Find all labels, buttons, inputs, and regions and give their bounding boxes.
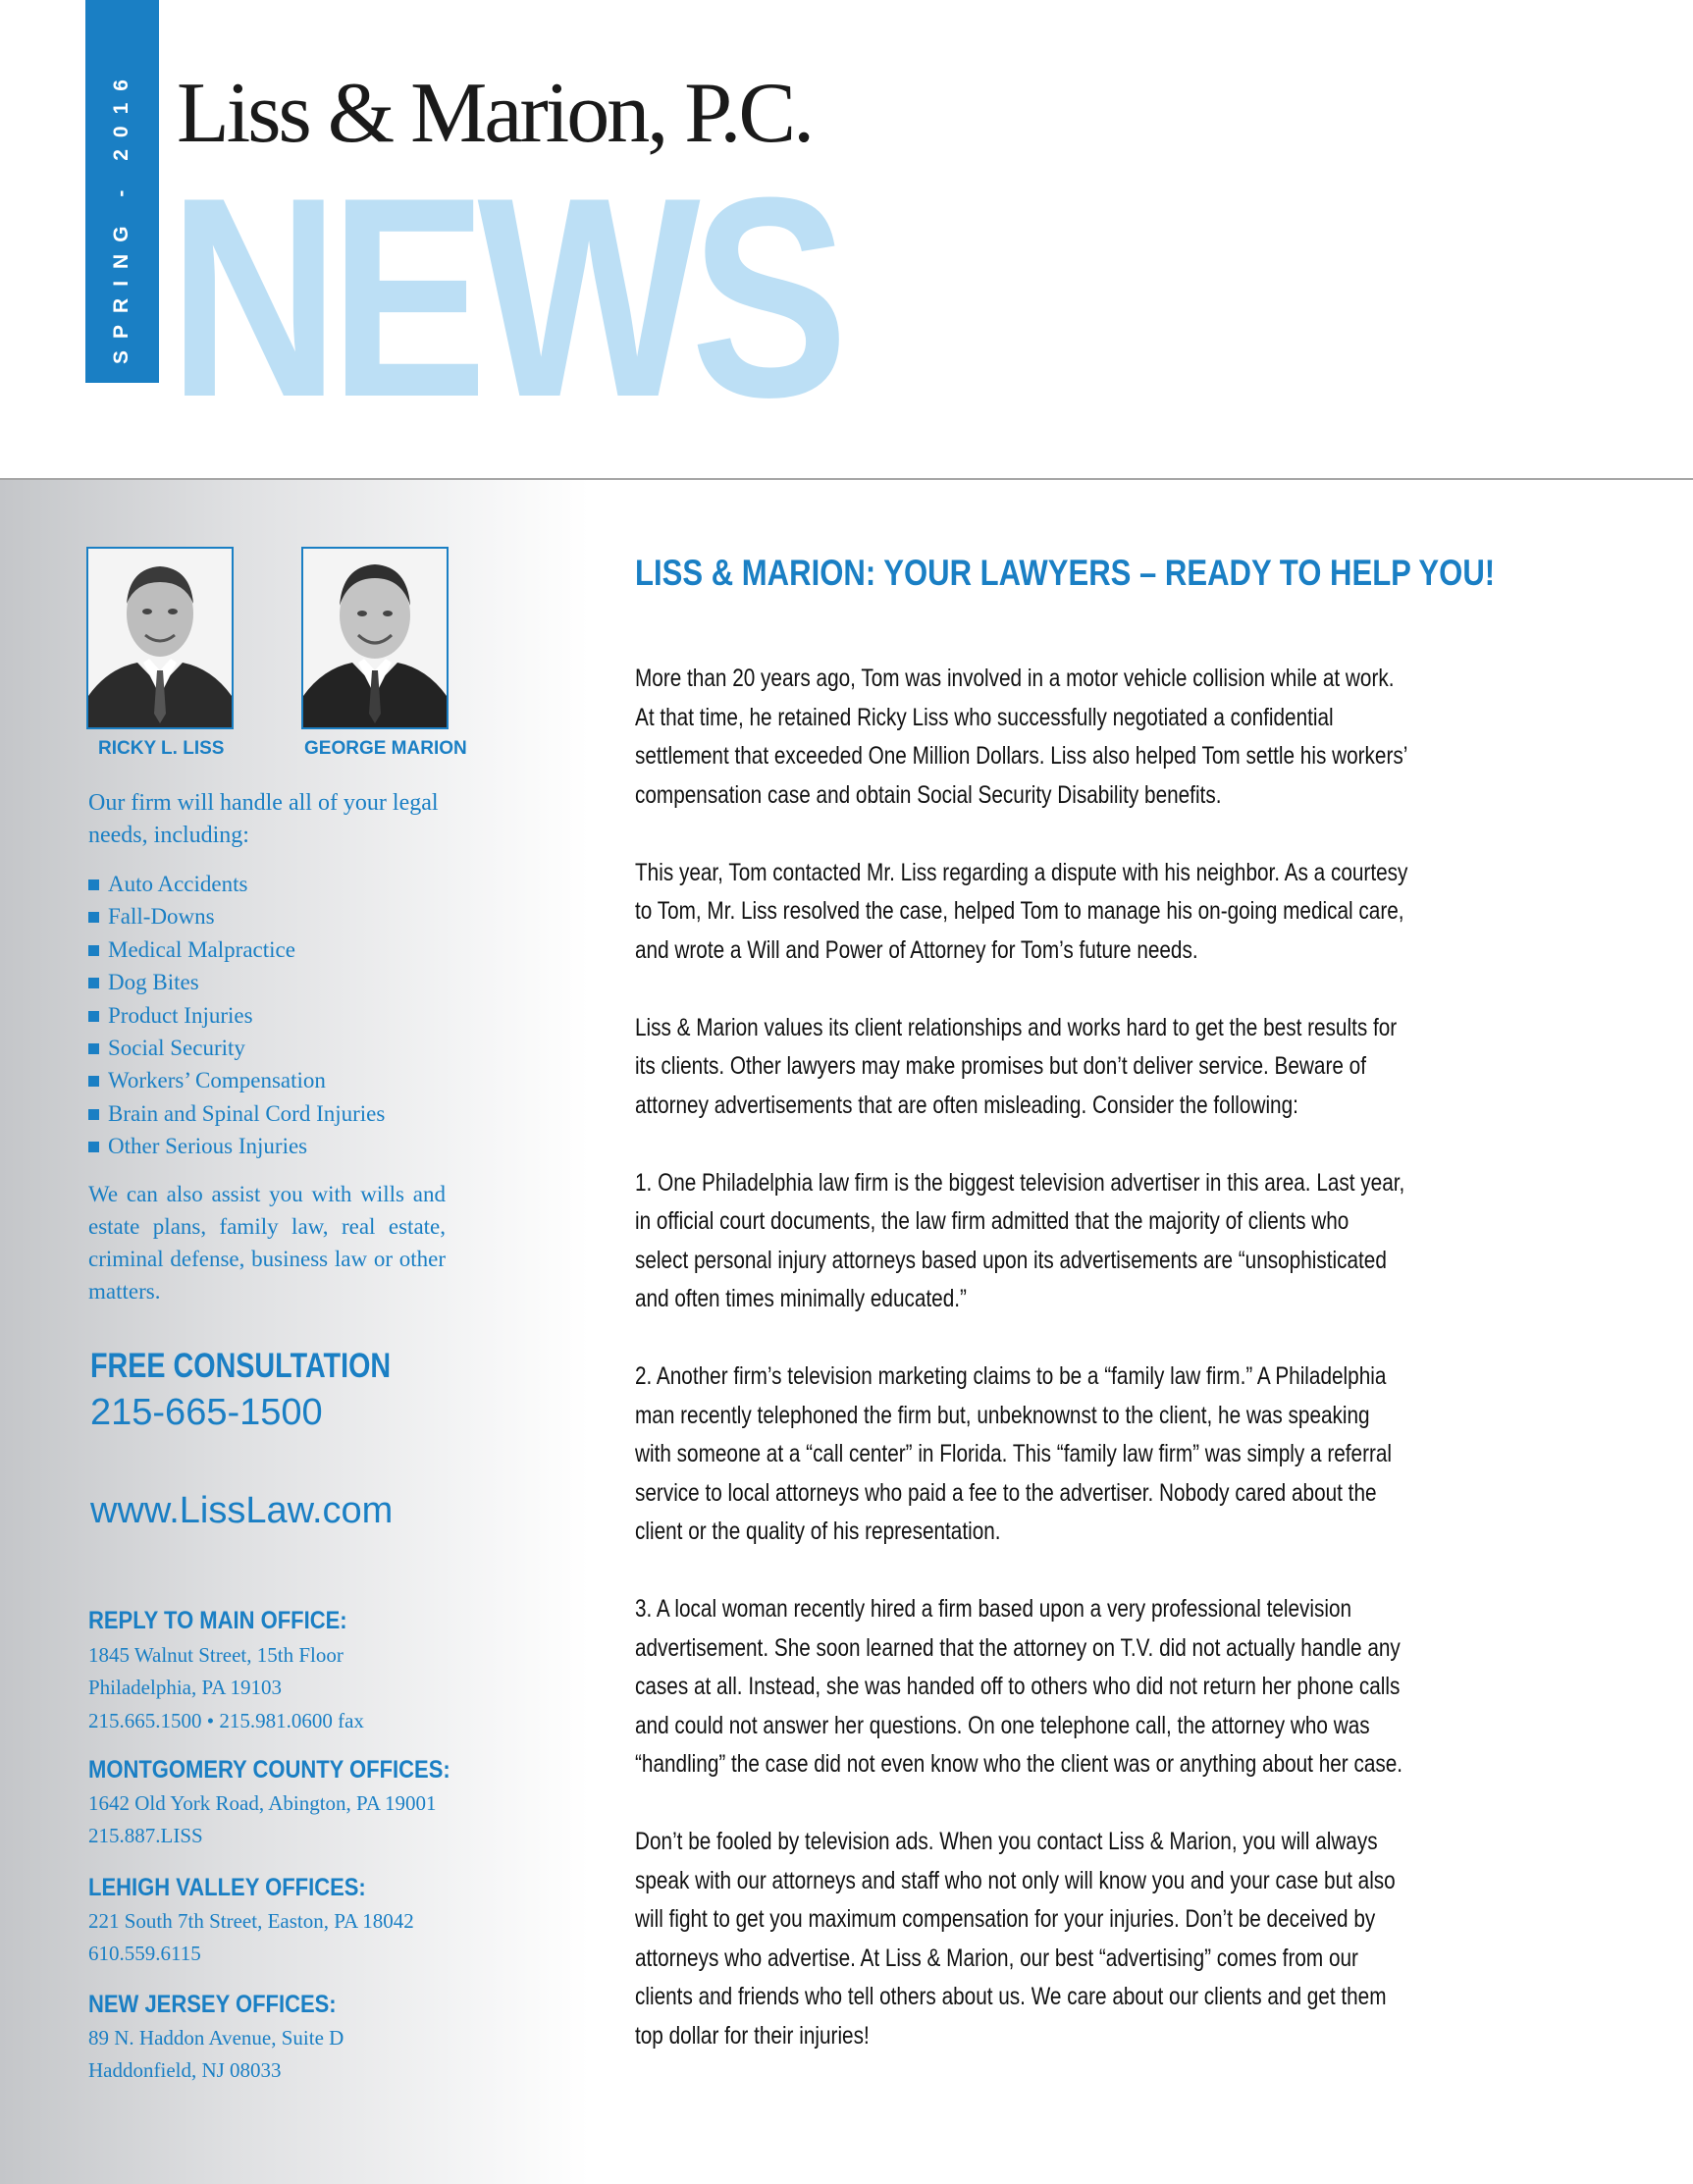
additional-services: We can also assist you with wills and estate plans, family law, real estate, criminal defense, business law or other matters. bbox=[88, 1182, 446, 1304]
square-bullet-icon bbox=[88, 978, 99, 988]
article-paragraph: 2. Another firm’s television marketing claims to be a “family law firm.” A Philadelphia man recently telephoned the firm but, unbeknownst to the client, he was speaking with someone at a “call center” in Florida. This “family law firm” was simply a referral service to local attorneys who paid a fee to the advertiser. Nobody cared about the client or the quality of his representation. bbox=[635, 1362, 1393, 1545]
list-item: Other Serious Injuries bbox=[88, 1130, 385, 1162]
services-intro: Our firm will handle all of your legal needs, including: bbox=[88, 790, 439, 848]
consultation-phone[interactable]: 215-665-1500 bbox=[90, 1392, 323, 1433]
season-label: SPRING - 2016 bbox=[110, 68, 132, 364]
article-paragraph: This year, Tom contacted Mr. Liss regarding a dispute with his neighbor. As a courtesy to Tom, Mr. Liss resolved the case, helped Tom to manage his on-going medical care, and wrote a Will and Power of Attorney for Tom’s future needs. bbox=[635, 858, 1408, 964]
portrait-icon bbox=[303, 549, 447, 727]
attorney-name-liss: RICKY L. LISS bbox=[98, 738, 225, 759]
article-paragraph: More than 20 years ago, Tom was involved in a motor vehicle collision while at work. At that time, he retained Ricky Liss who successfully negotiated a confidential settlement that exceeded One Million Dollars. Liss also helped Tom settle his workers’ compensation case and obtain Social Security Disability benefits. bbox=[635, 665, 1408, 809]
square-bullet-icon bbox=[88, 1076, 99, 1087]
square-bullet-icon bbox=[88, 1043, 99, 1054]
square-bullet-icon bbox=[88, 1142, 99, 1152]
article-headline: LISS & MARION: YOUR LAWYERS – READY TO HELP YOU! bbox=[635, 553, 1496, 593]
article-paragraph: Liss & Marion values its client relationships and works hard to get the best results for its clients. Other lawyers may make promises but don’t deliver service. Beware of attorney advertisements that are often misleading. Consider the following: bbox=[635, 1013, 1398, 1119]
article-paragraph: 1. One Philadelphia law firm is the biggest television advertiser in this area. Last year, in official court documents, the law firm admitted that the majority of clients who select personal injury attorneys based upon its advertisements are “unsophisticated and often times minimally educated.” bbox=[635, 1168, 1405, 1312]
square-bullet-icon bbox=[88, 1011, 99, 1022]
nj-office-address: 89 N. Haddon Avenue, Suite D Haddonfield, NJ 08033 bbox=[88, 2026, 344, 2083]
article-body bbox=[635, 660, 1616, 2095]
ricky-liss-photo bbox=[86, 547, 234, 729]
services-list bbox=[88, 868, 385, 1163]
lehigh-office-address: 221 South 7th Street, Easton, PA 18042 610.559.6115 bbox=[88, 1909, 414, 1966]
main-office-heading: REPLY TO MAIN OFFICE: bbox=[88, 1607, 347, 1634]
newsletter-title: NEWS bbox=[169, 138, 839, 456]
website-link[interactable]: www.LissLaw.com bbox=[90, 1490, 394, 1531]
main-office-address: 1845 Walnut Street, 15th Floor Philadelphia, PA 19103 215.665.1500 • 215.981.0600 fax bbox=[88, 1643, 364, 1732]
square-bullet-icon bbox=[88, 912, 99, 923]
list-item: Product Injuries bbox=[88, 999, 385, 1032]
square-bullet-icon bbox=[88, 879, 99, 890]
square-bullet-icon bbox=[88, 1109, 99, 1120]
list-item: Workers’ Compensation bbox=[88, 1064, 385, 1096]
list-item: Dog Bites bbox=[88, 966, 385, 998]
portrait-icon bbox=[88, 549, 232, 727]
free-consultation-label: FREE CONSULTATION bbox=[90, 1347, 392, 1385]
list-item: Medical Malpractice bbox=[88, 933, 385, 966]
list-item: Brain and Spinal Cord Injuries bbox=[88, 1097, 385, 1130]
george-marion-photo bbox=[301, 547, 449, 729]
article-paragraph: 3. A local woman recently hired a firm based upon a very professional television advertisement. She soon learned that the attorney on T.V. did not actually handle any cases at all. Instead, she was handed off to others who did not return her phone calls and could not answer her questions. On one telephone call, the attorney who was “handling” the case did not even know who the client was or anything about her case. bbox=[635, 1595, 1403, 1778]
montgomery-office-heading: MONTGOMERY COUNTY OFFICES: bbox=[88, 1756, 450, 1784]
square-bullet-icon bbox=[88, 945, 99, 956]
lehigh-office-heading: LEHIGH VALLEY OFFICES: bbox=[88, 1874, 366, 1901]
attorney-name-marion: GEORGE MARION bbox=[304, 738, 467, 759]
firm-name: Liss & Marion, P.C. bbox=[177, 66, 813, 161]
nj-office-heading: NEW JERSEY OFFICES: bbox=[88, 1991, 337, 2018]
list-item: Fall-Downs bbox=[88, 900, 385, 932]
montgomery-office-address: 1642 Old York Road, Abington, PA 19001 215.887.LISS bbox=[88, 1791, 437, 1848]
article-paragraph: Don’t be fooled by television ads. When you contact Liss & Marion, you will always speak with our attorneys and staff who not only will know you and your case but also will fight to get you maximum compensation for your injuries. Don’t be deceived by attorneys who advertise. At Liss & Marion, our best “advertising” comes from our clients and friends who tell others about us. We care about our clients and get them top dollar for their injuries! bbox=[635, 1828, 1396, 2050]
list-item: Social Security bbox=[88, 1032, 385, 1064]
list-item: Auto Accidents bbox=[88, 868, 385, 900]
